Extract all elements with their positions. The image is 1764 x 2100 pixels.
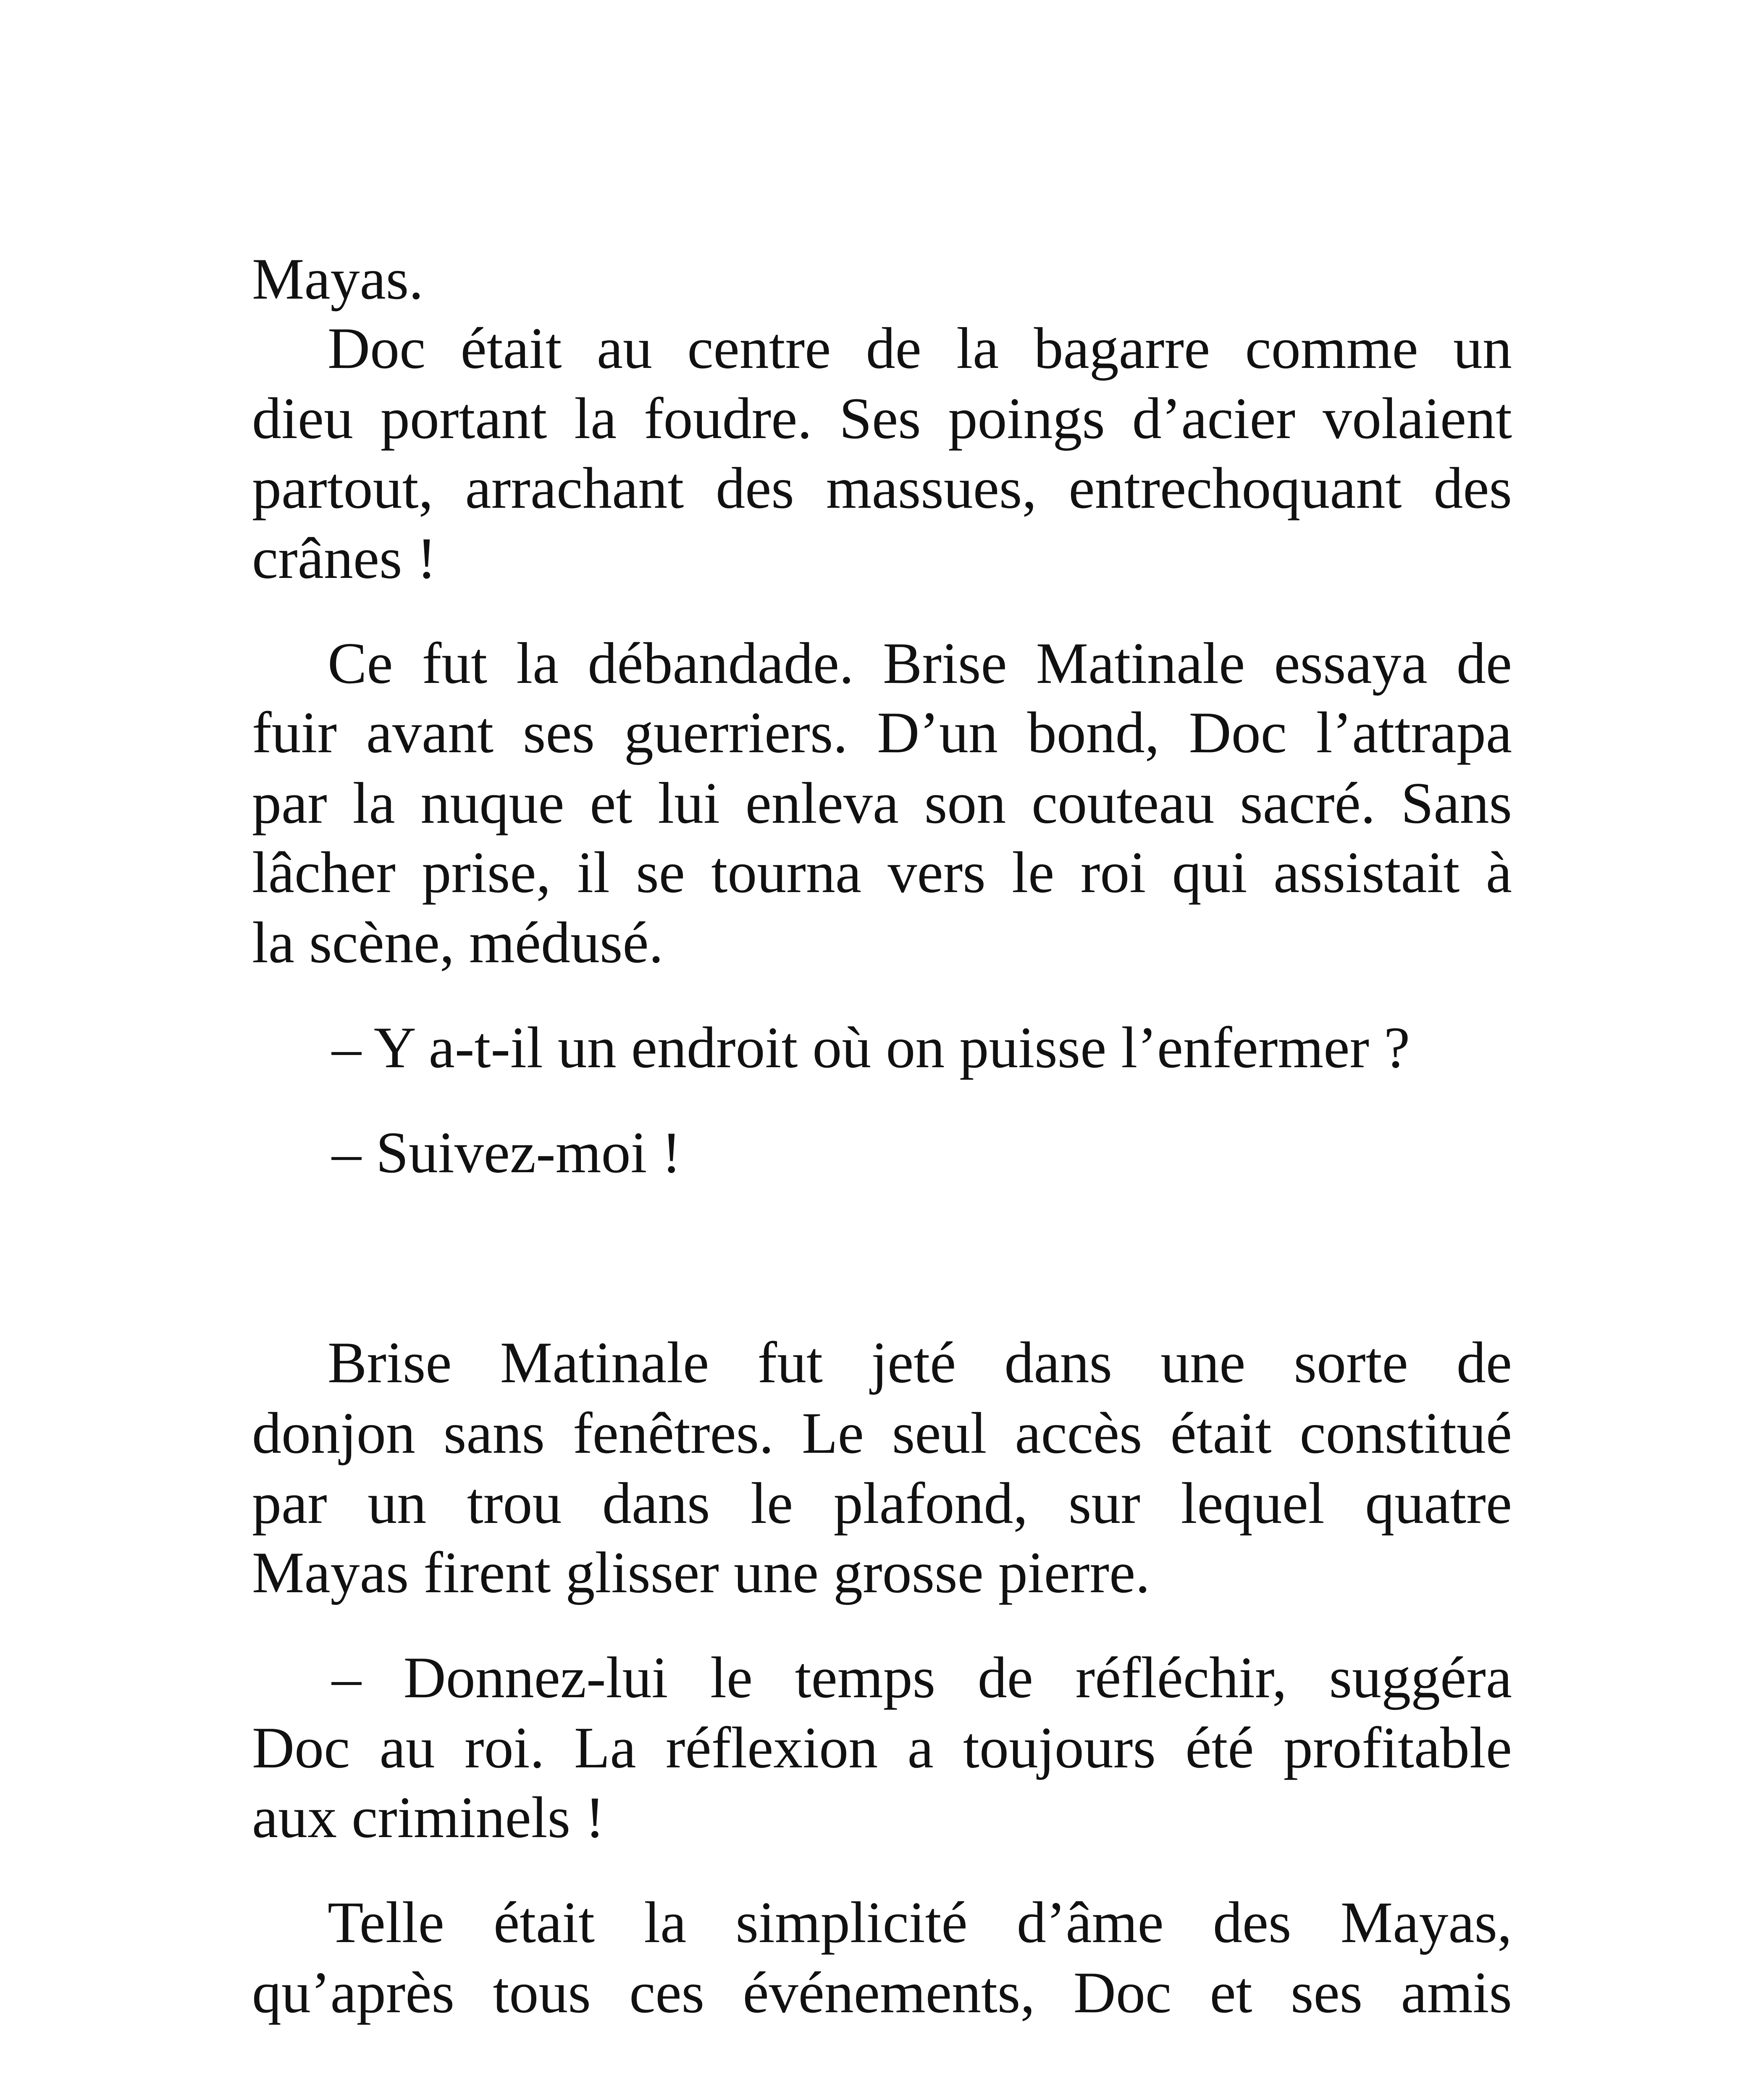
text-line: par un trou dans le plafond, sur lequel quatre [252,1471,1512,1536]
text-line: crânes ! [252,526,437,591]
dialogue-line: – Donnez-lui le temps de réfléchir, suggéra [332,1645,1512,1710]
text-line: lâcher prise, il se tourna vers le roi qui assistait à [252,840,1512,905]
text-line: partout, arrachant des massues, entrechoquant des [252,456,1512,521]
text-line: la scène, médusé. [252,910,664,975]
text-line: Mayas. [252,247,424,312]
text-line: par la nuque et lui enleva son couteau sacré. Sans [252,771,1512,836]
text-line: Brise Matinale fut jeté dans une sorte de [328,1330,1512,1395]
text-line: Telle était la simplicité d’âme des Mayas, [328,1890,1512,1955]
text-line: Doc au roi. La réflexion a toujours été profitable [252,1715,1512,1780]
text-line: Ce fut la débandade. Brise Matinale essaya de [328,631,1512,696]
text-line: donjon sans fenêtres. Le seul accès était constitué [252,1401,1512,1466]
text-line: qu’après tous ces événements, Doc et ses amis [252,1960,1512,2025]
text-line: aux criminels ! [252,1785,605,1850]
text-line: Doc était au centre de la bagarre comme un [328,316,1512,381]
text-line: Mayas firent glisser une grosse pierre. [252,1540,1150,1605]
text-line: dieu portant la foudre. Ses poings d’acier volaient [252,386,1512,451]
dialogue-line: – Y a-t-il un endroit où on puisse l’enfermer ? [332,1015,1410,1080]
dialogue-line: – Suivez-moi ! [332,1120,682,1185]
text-line: fuir avant ses guerriers. D’un bond, Doc l’attrapa [252,700,1512,765]
